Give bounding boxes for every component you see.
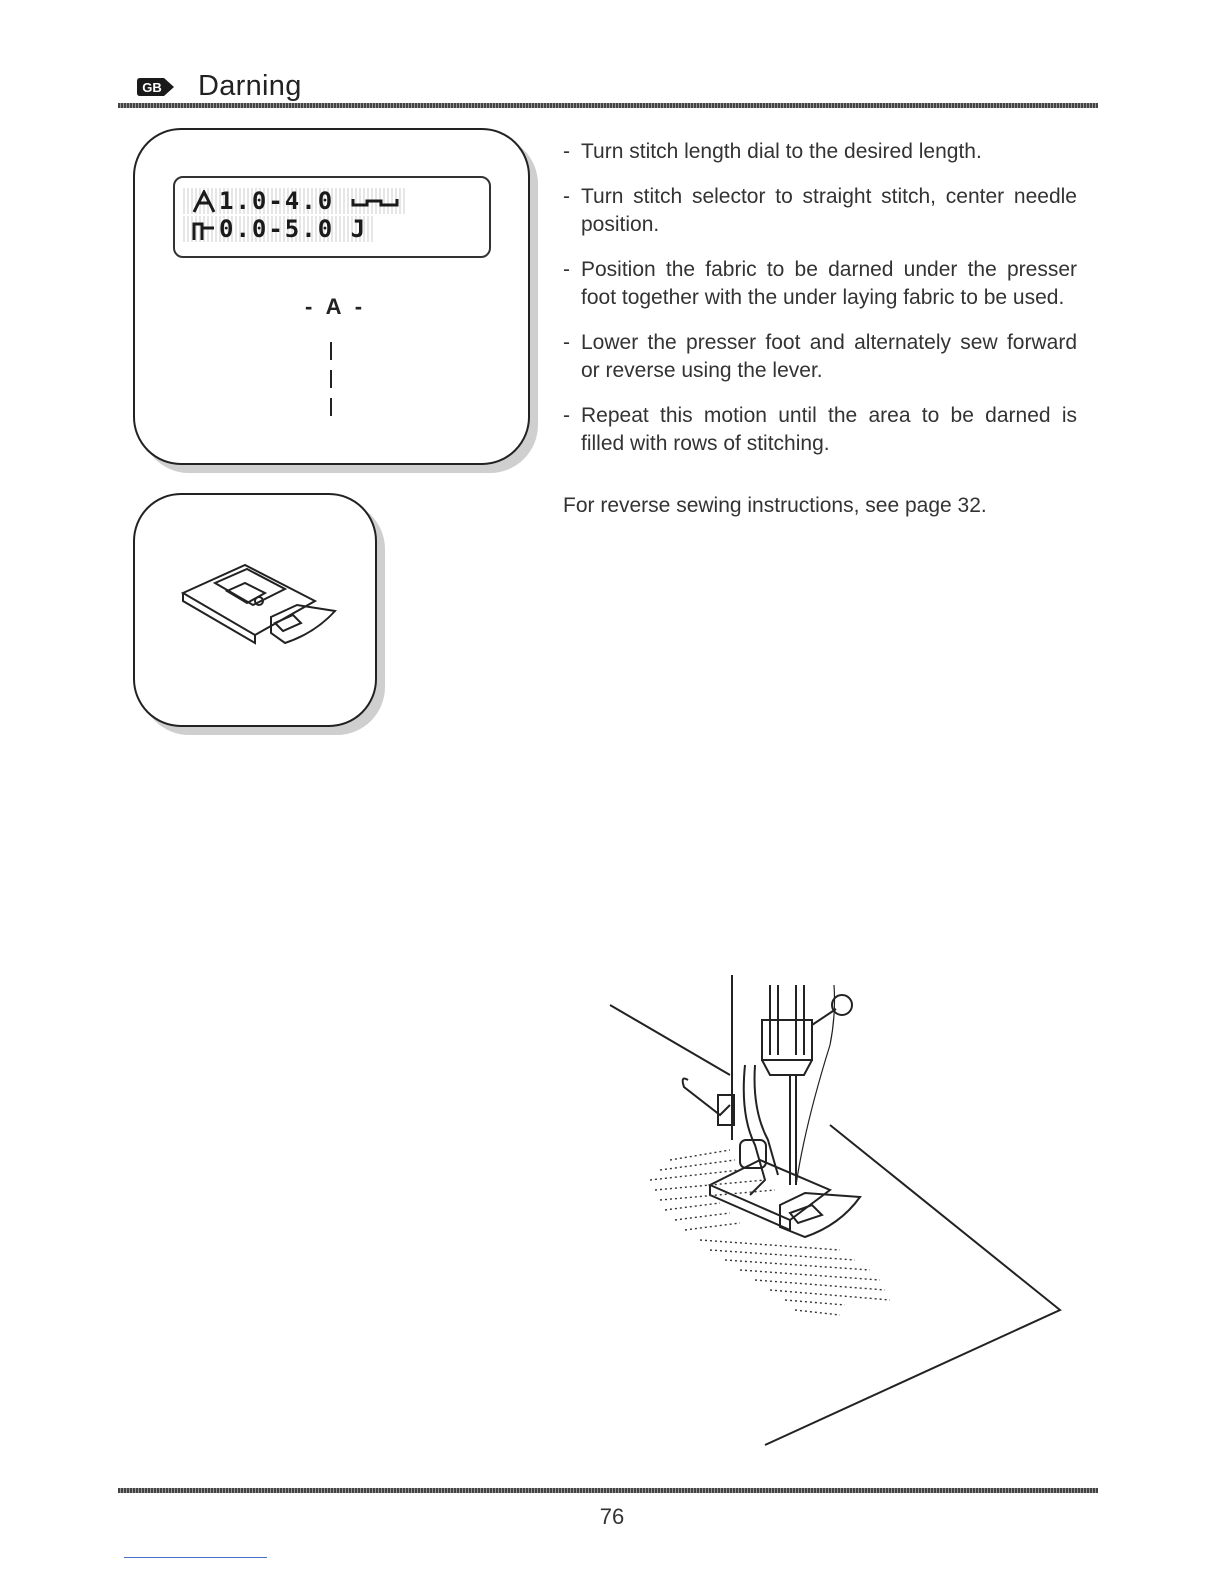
instruction-step-text: Repeat this motion until the area to be darned is filled with rows of stitching.: [581, 404, 1077, 455]
instruction-step: - Turn stitch length dial to the desired length.: [563, 140, 982, 163]
instruction-step-text: Position the fabric to be darned under the presser foot together with the under laying fabric to be used.: [581, 258, 1077, 309]
lcd-display: [173, 176, 491, 258]
presser-foot-icon: [175, 561, 345, 661]
stitch-reference-label: - A -: [305, 294, 367, 319]
instruction-step-text: Turn stitch length dial to the desired length.: [581, 140, 982, 163]
stitch-segment: [330, 342, 332, 360]
instruction-step-text: Turn stitch selector to straight stitch, center needle position.: [581, 185, 1077, 236]
reverse-sewing-note: For reverse sewing instructions, see page 32.: [563, 494, 987, 517]
gb-language-badge-icon: [136, 76, 176, 98]
header-divider: [118, 103, 1098, 108]
instruction-step: - Turn stitch selector to straight stitch, center needle position.: [563, 185, 1077, 236]
lcd-row-width: [183, 216, 373, 242]
stitch-segment: [330, 370, 332, 388]
footer-divider: [118, 1488, 1098, 1493]
straight-stitch-icon: [351, 195, 401, 209]
lcd-length-value: 1.0-4.0: [219, 187, 335, 215]
stitch-display-panel: [133, 128, 530, 465]
stitch-length-icon: [189, 190, 219, 214]
instruction-step: - Position the fabric to be darned under the presser foot together with the under laying fabric to be used.: [563, 258, 1077, 309]
stitch-width-icon: [189, 218, 219, 242]
lcd-width-value: 0.0-5.0 J: [219, 215, 368, 243]
page-number: 76: [599, 1504, 625, 1529]
presser-foot-panel: [133, 493, 377, 727]
stitch-segment: [330, 398, 332, 416]
instruction-step: - Lower the presser foot and alternately sew forward or reverse using the lever.: [563, 331, 1077, 382]
sewing-machine-darning-illustration: [590, 965, 1070, 1455]
badge-text: GB: [142, 80, 162, 95]
lcd-row-length: [183, 188, 407, 214]
instruction-list: [563, 138, 1077, 520]
instruction-step-text: Lower the presser foot and alternately sew forward or reverse using the lever.: [581, 331, 1077, 382]
page-title: Darning: [198, 70, 302, 102]
instruction-step: - Repeat this motion until the area to be darned is filled with rows of stitching.: [563, 404, 1077, 455]
link-underline: [124, 1557, 267, 1558]
